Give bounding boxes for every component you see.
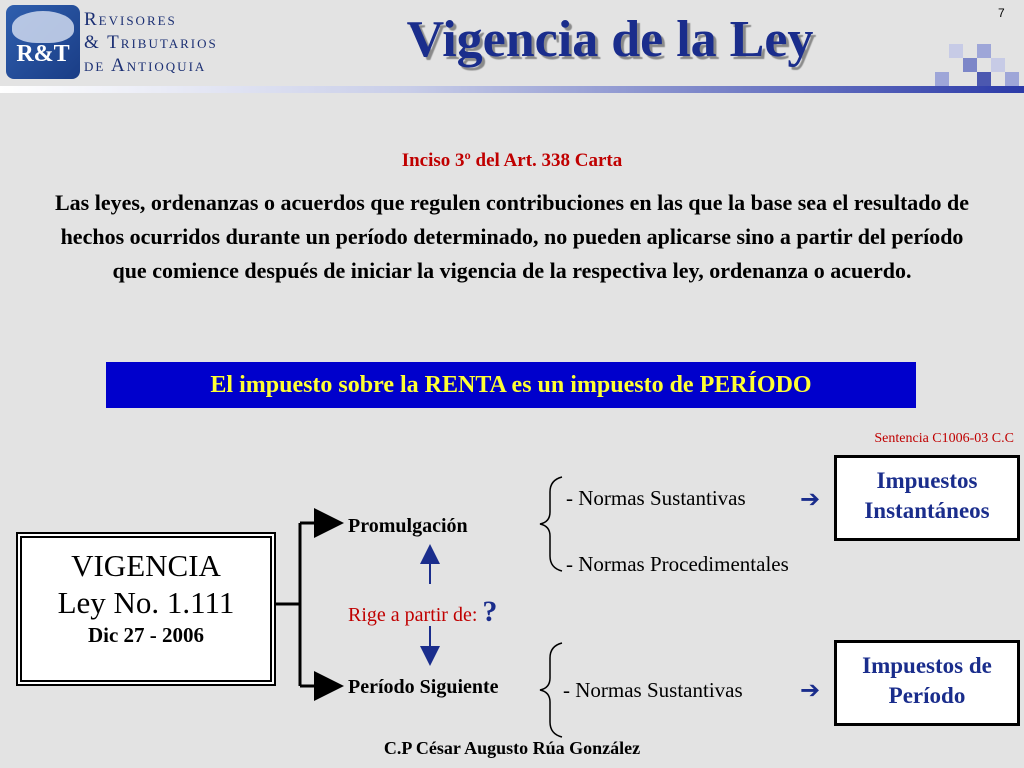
arrow-right-icon: ➔ — [800, 485, 821, 513]
periodo-siguiente-label: Período Siguiente — [348, 676, 499, 698]
normas-procedimentales: - Normas Procedimentales — [566, 552, 789, 576]
instantaneos-line-2: Instantáneos — [864, 498, 990, 523]
author-footer: C.P César Augusto Rúa González — [383, 738, 641, 758]
vigencia-box — [16, 532, 276, 686]
slide-title: Vigencia de la Ley — [406, 11, 814, 68]
normas-sustantivas-top: - Normas Sustantivas — [566, 486, 746, 510]
slide-number: 7 — [998, 6, 1005, 20]
promulgacion-label: Promulgación — [348, 515, 468, 537]
periodo-box-line-2: Período — [888, 683, 966, 708]
sentencia-reference: Sentencia C1006-03 C.C — [874, 431, 1014, 446]
vigencia-connector — [270, 523, 338, 686]
rige-label — [348, 595, 497, 629]
instantaneos-line-1: Impuestos — [876, 468, 978, 493]
logo-line-2: & Tributarios — [84, 32, 218, 53]
impuestos-instantaneos-box — [834, 455, 1020, 541]
article-paragraph: Las leyes, ordenanzas o acuerdos que regulen contribuciones en las que la base sea el resultado de hechos ocurridos durante un período determinado, no pueden aplicarse sino a partir del período que comience después de iniciar la vigencia de la respectiva ley, ordenanza o acuerdo. — [54, 190, 970, 283]
renta-banner: El impuesto sobre la RENTA es un impuesto de PERÍODO — [106, 362, 916, 408]
periodo-box-line-1: Impuestos de — [862, 653, 992, 678]
question-mark-icon: ? — [482, 595, 498, 628]
inciso-heading: Inciso 3º del Art. 338 Carta — [401, 150, 623, 171]
logo-badge-text: R&T — [16, 41, 70, 67]
vigencia-label: VIGENCIA — [71, 548, 221, 583]
logo-line-1: Revisores — [84, 9, 177, 30]
arrow-right-icon: ➔ — [800, 676, 821, 704]
logo-line-3: de Antioquia — [84, 55, 207, 76]
normas-sustantivas-bottom: - Normas Sustantivas — [563, 678, 743, 702]
rige-text: Rige a partir de: — [348, 604, 478, 626]
impuestos-periodo-box — [834, 640, 1020, 726]
ley-number: Ley No. 1.111 — [57, 585, 235, 620]
normas-braces — [540, 477, 562, 737]
ley-date: Dic 27 - 2006 — [87, 623, 205, 647]
